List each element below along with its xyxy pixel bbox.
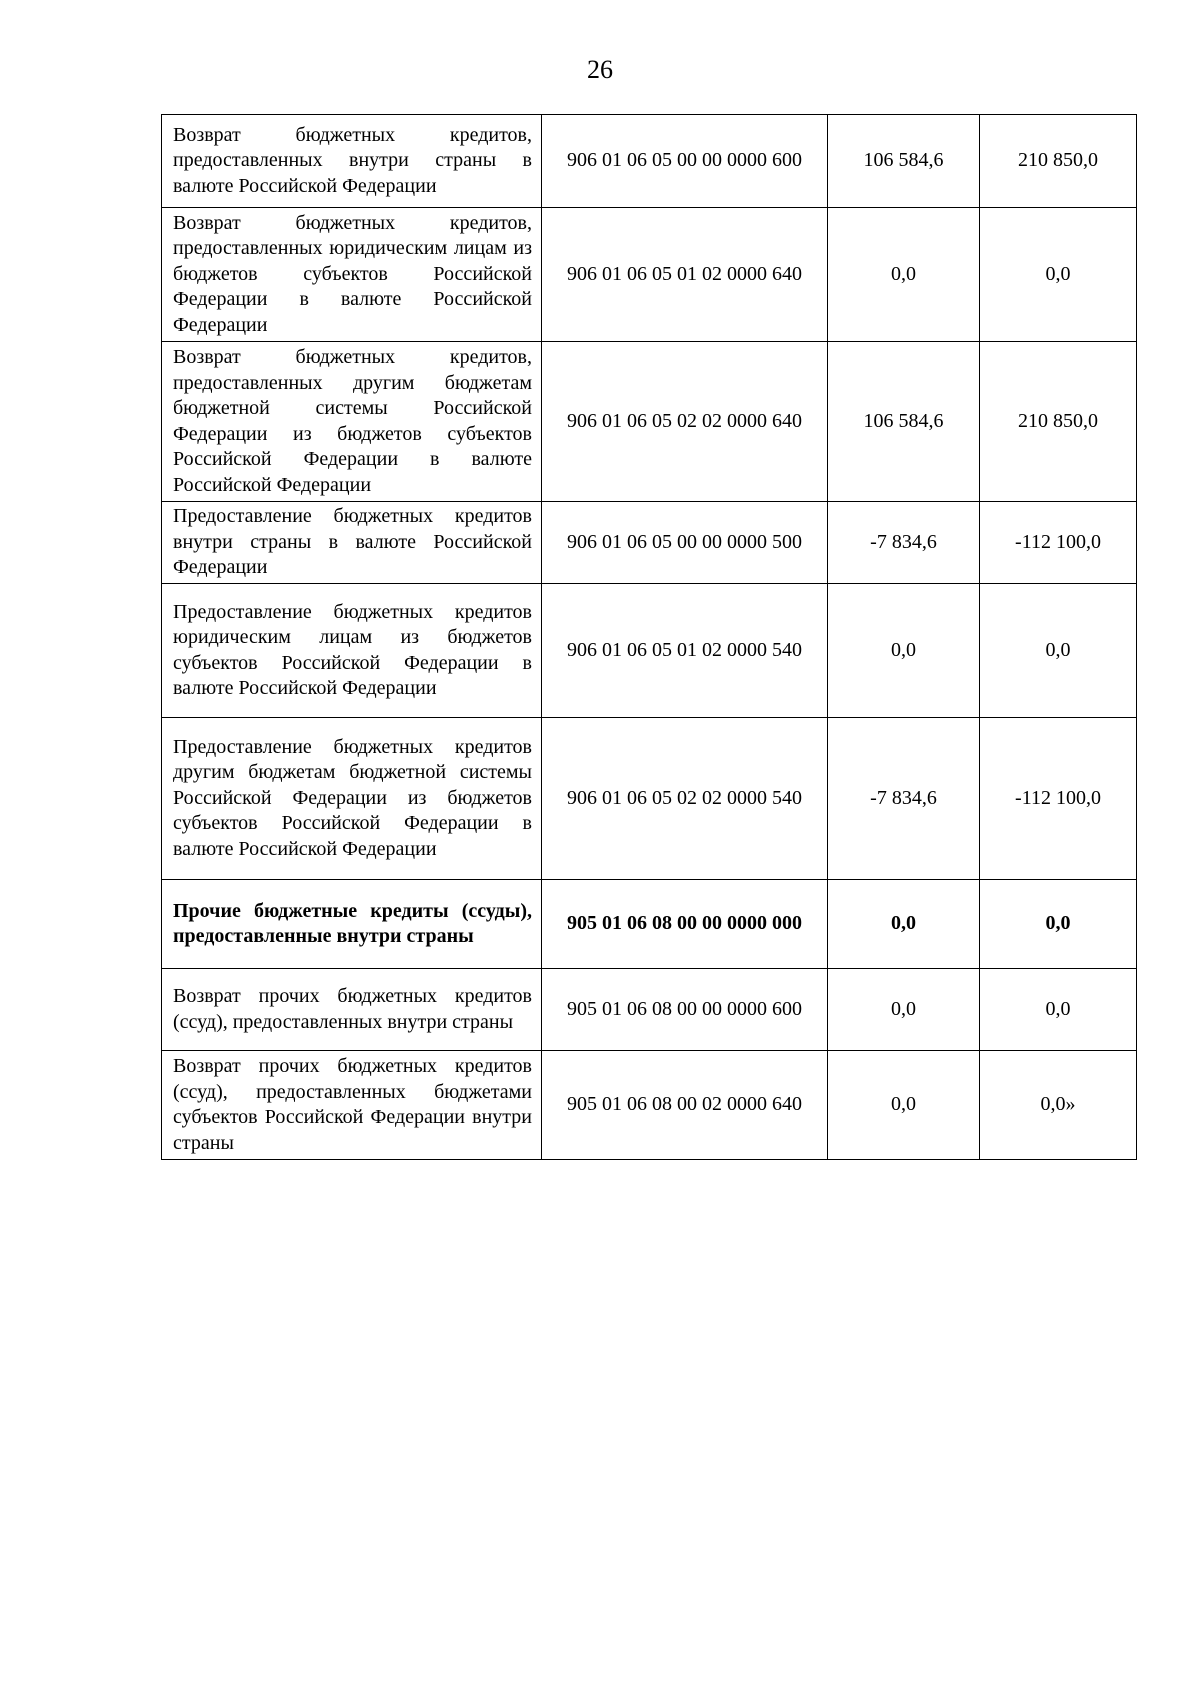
row-code: 905 01 06 08 00 00 0000 600 [542, 969, 828, 1051]
row-name: Возврат бюджетных кредитов, предоставленных юридическим лицам из бюджетов субъектов Российской Федерации в валюте Российской Федерации [162, 208, 542, 342]
row-name: Возврат бюджетных кредитов, предоставленных внутри страны в валюте Российской Федерации [162, 115, 542, 208]
row-value-year1: 0,0 [828, 880, 980, 969]
row-code: 906 01 06 05 00 00 0000 600 [542, 115, 828, 208]
row-value-year2: -112 100,0 [980, 718, 1137, 880]
row-code: 906 01 06 05 00 00 0000 500 [542, 502, 828, 584]
row-value-year1: -7 834,6 [828, 718, 980, 880]
table-row [162, 880, 1137, 969]
table-row [162, 502, 1137, 584]
row-value-year1: 0,0 [828, 969, 980, 1051]
row-name: Прочие бюджетные кредиты (ссуды), предоставленные внутри страны [162, 880, 542, 969]
table-row [162, 1051, 1137, 1160]
row-value-year1: 0,0 [828, 584, 980, 718]
budget-sources-table [161, 114, 1137, 1160]
row-name: Предоставление бюджетных кредитов другим бюджетам бюджетной системы Российской Федерации из бюджетов субъектов Российской Федерации в валюте Российской Федерации [162, 718, 542, 880]
row-code: 906 01 06 05 01 02 0000 640 [542, 208, 828, 342]
row-name: Предоставление бюджетных кредитов внутри страны в валюте Российской Федерации [162, 502, 542, 584]
row-value-year1: -7 834,6 [828, 502, 980, 584]
row-name: Предоставление бюджетных кредитов юридическим лицам из бюджетов субъектов Российской Федерации в валюте Российской Федерации [162, 584, 542, 718]
row-value-year2: -112 100,0 [980, 502, 1137, 584]
table-row [162, 115, 1137, 208]
row-value-year2: 0,0 [980, 208, 1137, 342]
table-row [162, 208, 1137, 342]
row-code: 906 01 06 05 02 02 0000 540 [542, 718, 828, 880]
row-value-year2: 0,0 [980, 969, 1137, 1051]
row-value-year2: 0,0» [980, 1051, 1137, 1160]
page-number: 26 [587, 55, 613, 84]
row-value-year2: 210 850,0 [980, 115, 1137, 208]
table-row [162, 718, 1137, 880]
row-value-year1: 106 584,6 [828, 342, 980, 502]
row-name: Возврат прочих бюджетных кредитов (ссуд), предоставленных бюджетами субъектов Российской Федерации внутри страны [162, 1051, 542, 1160]
row-code: 905 01 06 08 00 02 0000 640 [542, 1051, 828, 1160]
table-row [162, 584, 1137, 718]
row-code: 906 01 06 05 02 02 0000 640 [542, 342, 828, 502]
row-value-year2: 0,0 [980, 880, 1137, 969]
row-name: Возврат прочих бюджетных кредитов (ссуд), предоставленных внутри страны [162, 969, 542, 1051]
table-row [162, 342, 1137, 502]
row-value-year1: 0,0 [828, 1051, 980, 1160]
row-code: 905 01 06 08 00 00 0000 000 [542, 880, 828, 969]
row-value-year1: 106 584,6 [828, 115, 980, 208]
row-name: Возврат бюджетных кредитов, предоставленных другим бюджетам бюджетной системы Российской Федерации из бюджетов субъектов Российской Федерации в валюте Российской Федерации [162, 342, 542, 502]
row-code: 906 01 06 05 01 02 0000 540 [542, 584, 828, 718]
row-value-year1: 0,0 [828, 208, 980, 342]
table-row [162, 969, 1137, 1051]
row-value-year2: 210 850,0 [980, 342, 1137, 502]
row-value-year2: 0,0 [980, 584, 1137, 718]
